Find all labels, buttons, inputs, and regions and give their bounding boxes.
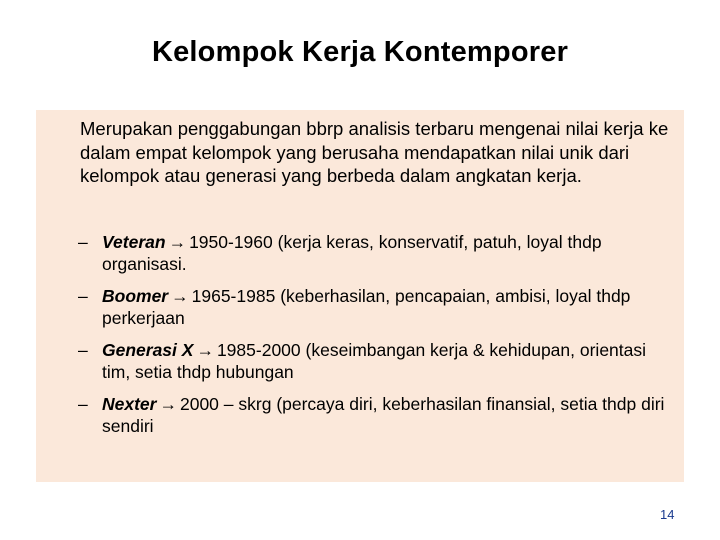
dash-bullet: – xyxy=(78,232,88,252)
content-box xyxy=(36,110,684,482)
generation-years: 1985-2000 xyxy=(216,340,301,360)
generation-term: Nexter xyxy=(102,394,157,414)
arrow-icon: → xyxy=(196,340,214,360)
list-item-boomer xyxy=(78,285,678,329)
generation-description: (keseimbangan kerja & kehidupan, orientasi tim, setia thdp hubungan xyxy=(102,340,647,382)
generation-years: 1950-1960 xyxy=(189,232,273,252)
slide-title: Kelompok Kerja Kontemporer xyxy=(151,36,569,68)
generation-term: Generasi X xyxy=(102,340,194,360)
list-item-generasi-x xyxy=(78,339,678,383)
arrow-icon: → xyxy=(168,232,187,252)
generation-description: (percaya diri, keberhasilan finansial, setia thdp diri sendiri xyxy=(102,394,665,436)
dash-bullet: – xyxy=(78,394,88,414)
generation-description: (kerja keras, konservatif, patuh, loyal thdp organisasi. xyxy=(102,232,602,274)
generation-description: (keberhasilan, pencapaian, ambisi, loyal thdp perkerjaan xyxy=(102,286,631,328)
generation-term: Veteran xyxy=(102,232,166,252)
generation-term: Boomer xyxy=(102,286,169,306)
arrow-icon: → xyxy=(159,394,177,414)
generation-list xyxy=(78,231,678,447)
list-item-veteran xyxy=(78,231,678,275)
arrow-icon: → xyxy=(171,286,189,306)
dash-bullet: – xyxy=(78,340,88,360)
intro-paragraph: Merupakan penggabungan bbrp analisis terbaru mengenai nilai kerja ke dalam empat kelompok yang berusaha mendapatkan nilai unik dari kelompok atau generasi yang berbeda dalam angkatan kerja. xyxy=(80,118,669,186)
page-number: 14 xyxy=(660,507,675,522)
list-item-nexter xyxy=(78,393,678,437)
generation-years: 2000 – skrg xyxy=(179,394,272,414)
dash-bullet: – xyxy=(78,286,88,306)
generation-years: 1965-1985 xyxy=(191,286,276,306)
